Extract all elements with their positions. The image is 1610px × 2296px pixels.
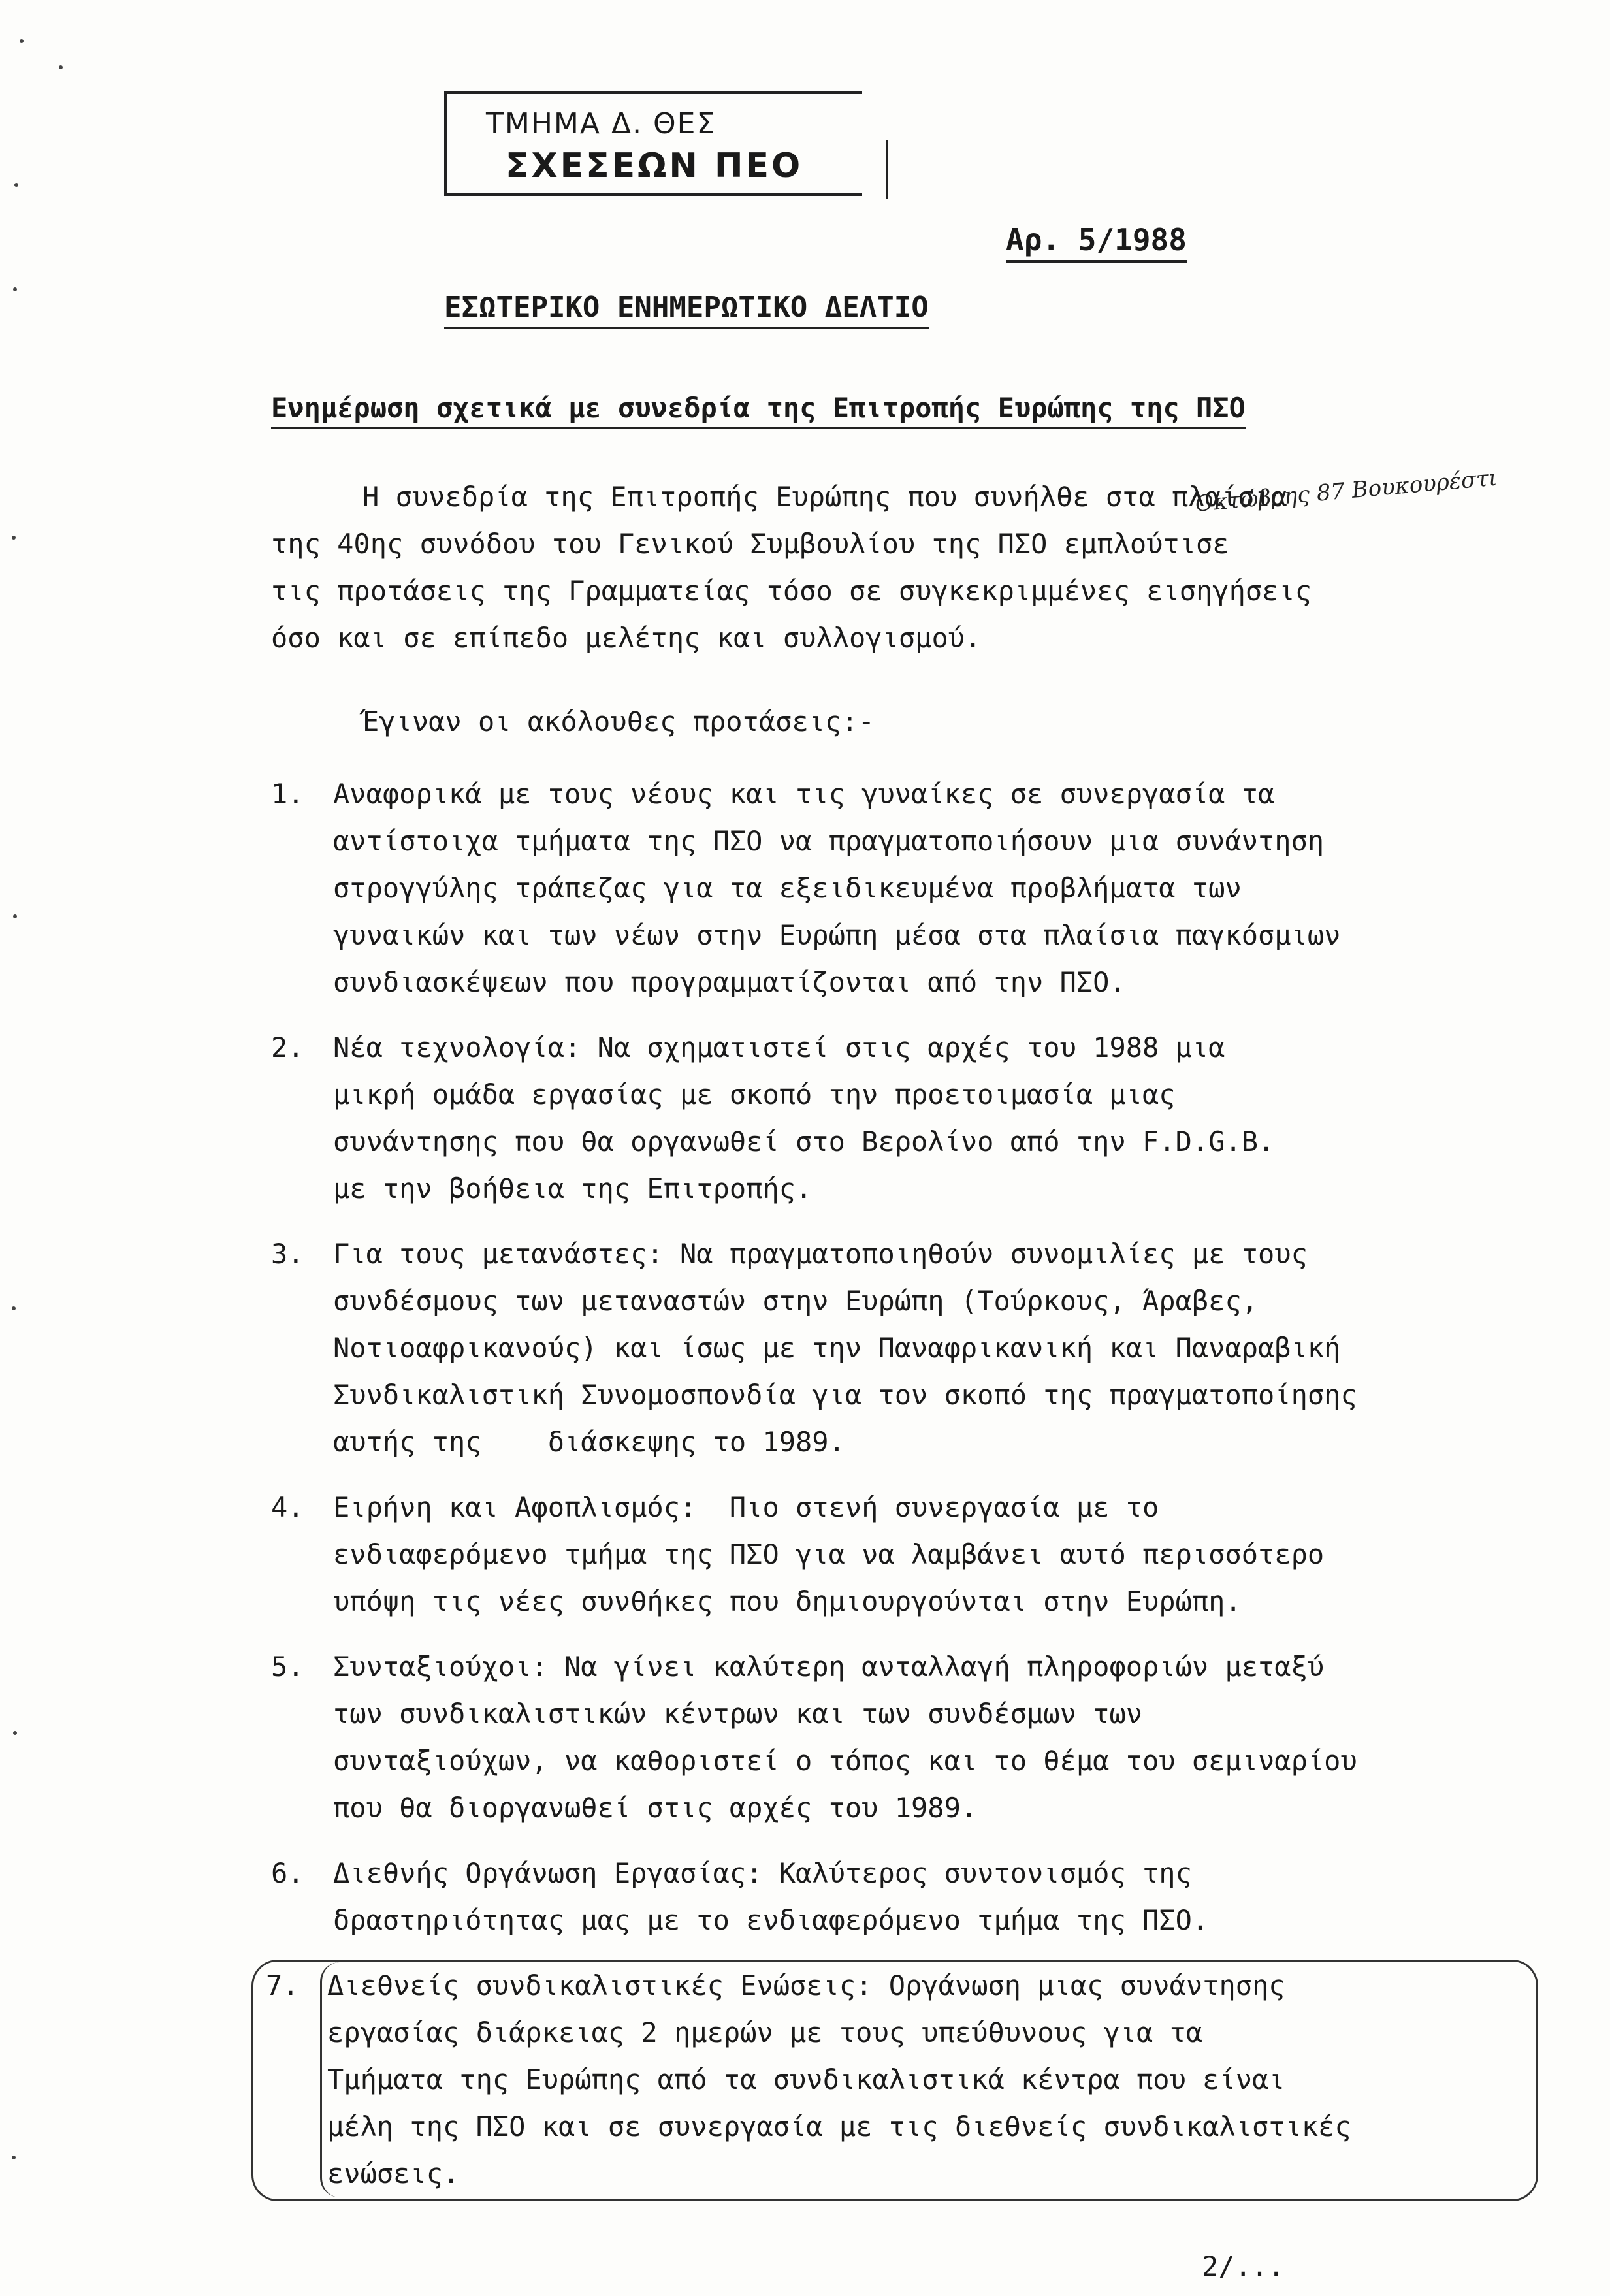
proposal-line: συνταξιούχων, να καθοριστεί ο τόπος και το θέμα του σεμιναρίου [333,1745,1357,1777]
proposal-line: μέλη της ΠΣΟ και σε συνεργασία με τις διεθνείς συνδικαλιστικές [327,2110,1351,2142]
subject-heading: Ενημέρωση σχετικά με συνεδρία της Επιτροπής Ευρώπης της ΠΣΟ [271,392,1246,429]
scan-speck [12,536,16,540]
proposal-number: 1. [271,778,304,810]
proposals-list [266,771,1564,2216]
proposal-line: Ειρήνη και Αφοπλισμός: Πιο στενή συνεργασία με το [333,1491,1159,1523]
proposal-line: συνάντησης που θα οργανωθεί στο Βερολίνο από την F.D.G.B. [333,1125,1275,1157]
proposal-line: αντίστοιχα τμήματα της ΠΣΟ να πραγματοποιήσουν μια συνάντηση [333,825,1325,857]
proposal-item [271,1850,1564,1944]
proposal-body [320,1962,1564,2197]
proposal-line: Νέα τεχνολογία: Να σχηματιστεί στις αρχές του 1988 μια [333,1031,1225,1063]
stamp-line-2: ΣΧΕΣΕΩΝ ΠΕΟ [506,146,803,186]
intro-line: τις προτάσεις της Γραμματείας τόσο σε συγκεκριμμένες εισηγήσεις [271,575,1312,607]
proposal-line: Διεθνείς συνδικαλιστικές Ενώσεις: Οργάνωση μιας συνάντησης [327,1969,1285,2001]
department-stamp [444,91,862,196]
proposal-number: 4. [271,1491,304,1523]
stamp-line-1: ΤΜΗΜΑ Δ. ΘΕΣ [486,107,716,140]
proposal-line: Συνδικαλιστική Συνομοσπονδία για τον σκοπό της πραγματοποίησης [333,1379,1357,1411]
proposal-line: στρογγύλης τράπεζας για τα εξειδικευμένα προβλήματα των [333,872,1242,904]
proposal-body [333,771,1564,1006]
scan-speck [20,39,24,43]
scan-speck [13,1731,17,1735]
proposal-item [266,1962,1564,2197]
proposal-line: Διεθνής Οργάνωση Εργασίας: Καλύτερος συντονισμός της [333,1857,1192,1889]
proposal-number: 7. [266,1969,299,2001]
proposal-line: Τμήματα της Ευρώπης από τα συνδικαλιστικά κέντρα που είναι [327,2063,1285,2095]
proposal-item [271,1231,1564,1466]
proposal-line: Νοτιοαφρικανούς) και ίσως με την Παναφρικανική και Παναραβική [333,1332,1341,1364]
proposals-intro: Έγιναν οι ακόλουθες προτάσεις:- [362,705,875,737]
proposal-number: 5. [271,1651,304,1683]
intro-line: Η συνεδρία της Επιτροπής Ευρώπης που συνήλθε στα πλαίσια [362,481,1288,513]
proposal-body [333,1484,1564,1625]
proposal-body [333,1231,1564,1466]
proposal-line: μικρή ομάδα εργασίας με σκοπό την προετοιμασία μιας [333,1078,1176,1110]
scan-speck [12,2156,16,2159]
proposal-number: 6. [271,1857,304,1889]
intro-line: όσο και σε επίπεδο μελέτης και συλλογισμού. [271,622,982,654]
proposal-line: υπόψη τις νέες συνθήκες που δημιουργούνται στην Ευρώπη. [333,1585,1242,1617]
proposal-line: Για τους μετανάστες: Να πραγματοποιηθούν συνομιλίες με τους [333,1238,1308,1270]
proposal-line: συνδέσμους των μεταναστών στην Ευρώπη (Τούρκους, Άραβες, [333,1285,1259,1317]
proposal-number: 3. [271,1238,304,1270]
scan-speck [14,183,18,187]
scan-speck [59,65,63,69]
handwritten-note: Οκτώβρης 87 Βουκουρέστι [1194,464,1498,517]
proposal-number: 2. [271,1031,304,1063]
page-continuation: 2/... [1202,2250,1285,2282]
scan-speck [13,914,17,918]
proposal-line: δραστηριότητας μας με το ενδιαφερόμενο τμήμα της ΠΣΟ. [333,1904,1209,1936]
proposal-line: ενώσεις. [327,2158,460,2190]
proposal-item [271,1024,1564,1212]
proposal-line: που θα διοργανωθεί στις αρχές του 1989. [333,1792,978,1824]
proposal-body [333,1024,1564,1212]
proposal-item [271,1484,1564,1625]
proposal-line: Αναφορικά με τους νέους και τις γυναίκες σε συνεργασία τα [333,778,1275,810]
proposal-item [271,1643,1564,1832]
proposal-line: αυτής της διάσκεψης το 1989. [333,1426,845,1458]
document-number: Αρ. 5/1988 [1006,222,1187,263]
proposal-line: γυναικών και των νέων στην Ευρώπη μέσα στα πλαίσια παγκόσμιων [333,919,1341,951]
proposal-body [333,1850,1564,1944]
scan-speck [13,287,17,291]
scan-speck [12,1306,16,1310]
proposal-line: συνδιασκέψεων που προγραμματίζονται από την ΠΣΟ. [333,966,1126,998]
proposal-item [271,771,1564,1006]
proposal-line: εργασίας διάρκειας 2 ημερών με τους υπεύθυνους για τα [327,2016,1203,2048]
bulletin-title: ΕΣΩΤΕΡΙΚΟ ΕΝΗΜΕΡΩΤΙΚΟ ΔΕΛΤΙΟ [444,291,929,329]
proposal-body [333,1643,1564,1832]
proposal-line: ενδιαφερόμενο τμήμα της ΠΣΟ για να λαμβάνει αυτό περισσότερο [333,1538,1325,1570]
intro-line: της 40ης συνόδου του Γενικού Συμβουλίου της ΠΣΟ εμπλούτισε [271,528,1229,560]
proposal-line: με την βοήθεια της Επιτροπής. [333,1172,813,1205]
proposal-line: των συνδικαλιστικών κέντρων και των συνδέσμων των [333,1698,1143,1730]
proposal-line: Συνταξιούχοι: Να γίνει καλύτερη ανταλλαγή πληροφοριών μεταξύ [333,1651,1325,1683]
